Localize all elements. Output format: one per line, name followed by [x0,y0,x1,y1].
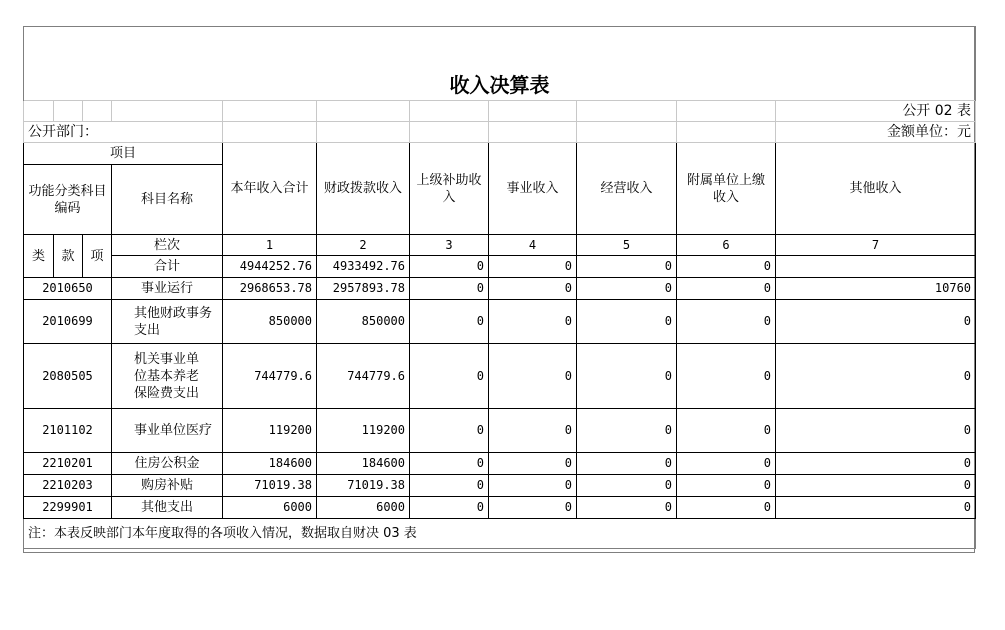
amount-cell: 0 [677,497,776,519]
amount-cell: 0 [776,475,976,497]
total-label: 合计 [112,256,223,278]
col-num: 1 [223,235,317,256]
header-business: 事业收入 [489,143,577,235]
amount-cell: 0 [776,497,976,519]
amount-cell: 0 [577,300,677,344]
header-subject-name: 科目名称 [112,165,223,235]
footnote: 注：本表反映部门本年度取得的各项收入情况，数据取自财决 03 表 [24,519,976,549]
amount-cell: 0 [489,453,577,475]
amount-cell: 6000 [317,497,410,519]
header-other: 其他收入 [776,143,976,235]
amount-cell: 0 [577,453,677,475]
amount-cell: 2968653.78 [223,278,317,300]
header-fiscal: 财政拨款收入 [317,143,410,235]
table-row [24,453,976,475]
col-num: 3 [410,235,489,256]
header-column-index: 栏次 [112,235,223,256]
amount-cell: 0 [489,300,577,344]
amount-cell: 10760 [776,278,976,300]
total-cell: 4933492.76 [317,256,410,278]
amount-cell: 744779.6 [317,344,410,409]
subject-code: 2010650 [24,278,112,300]
amount-cell: 744779.6 [223,344,317,409]
amount-cell: 0 [577,344,677,409]
subject-code: 2101102 [24,409,112,453]
subject-code: 2299901 [24,497,112,519]
amount-cell: 0 [410,453,489,475]
amount-cell: 0 [410,278,489,300]
amount-cell: 184600 [223,453,317,475]
total-cell: 0 [489,256,577,278]
report-title: 收入决算表 [24,27,976,101]
amount-cell: 0 [489,344,577,409]
table-row [24,300,976,344]
subject-name: 购房补贴 [112,475,223,497]
header-kuan: 款 [54,235,83,278]
amount-cell: 0 [489,475,577,497]
amount-cell: 0 [677,409,776,453]
amount-cell: 0 [776,344,976,409]
total-cell: 0 [410,256,489,278]
amount-cell: 0 [410,300,489,344]
table-row [24,475,976,497]
amount-cell: 6000 [223,497,317,519]
subject-name: 机关事业单位基本养老保险费支出 [112,344,223,409]
amount-cell: 2957893.78 [317,278,410,300]
total-cell [776,256,976,278]
header-lei: 类 [24,235,54,278]
amount-cell: 184600 [317,453,410,475]
amount-cell: 0 [577,409,677,453]
table-row [24,344,976,409]
amount-cell: 0 [489,409,577,453]
amount-cell: 0 [577,497,677,519]
subject-name: 事业单位医疗 [112,409,223,453]
amount-cell: 0 [410,409,489,453]
amount-cell: 0 [410,497,489,519]
amount-cell: 71019.38 [317,475,410,497]
header-project: 项目 [24,143,223,165]
subject-name: 其他支出 [112,497,223,519]
amount-cell: 0 [577,278,677,300]
amount-cell: 0 [410,475,489,497]
header-total: 本年收入合计 [223,143,317,235]
amount-cell: 0 [677,344,776,409]
subject-code: 2210201 [24,453,112,475]
amount-cell: 119200 [223,409,317,453]
amount-cell: 0 [677,475,776,497]
amount-cell: 850000 [223,300,317,344]
header-superior: 上级补助收入 [410,143,489,235]
amount-cell: 71019.38 [223,475,317,497]
form-number: 公开 02 表 [776,101,976,122]
amount-cell: 0 [776,300,976,344]
unit-label: 金额单位：元 [776,122,976,143]
table-row [24,409,976,453]
header-affiliated: 附属单位上缴收入 [677,143,776,235]
subject-name: 住房公积金 [112,453,223,475]
col-num: 6 [677,235,776,256]
department-label: 公开部门： [24,122,223,143]
subject-name: 其他财政事务支出 [112,300,223,344]
total-cell: 0 [677,256,776,278]
subject-code: 2210203 [24,475,112,497]
header-func-code: 功能分类科目编码 [24,165,112,235]
col-num: 2 [317,235,410,256]
header-operating: 经营收入 [577,143,677,235]
amount-cell: 119200 [317,409,410,453]
amount-cell: 0 [489,497,577,519]
amount-cell: 0 [776,409,976,453]
subject-name: 事业运行 [112,278,223,300]
col-num: 7 [776,235,976,256]
amount-cell: 0 [677,453,776,475]
amount-cell: 0 [776,453,976,475]
amount-cell: 850000 [317,300,410,344]
amount-cell: 0 [577,475,677,497]
col-num: 5 [577,235,677,256]
total-cell: 4944252.76 [223,256,317,278]
table-row [24,497,976,519]
table-row [24,278,976,300]
total-cell: 0 [577,256,677,278]
amount-cell: 0 [677,300,776,344]
subject-code: 2080505 [24,344,112,409]
subject-code: 2010699 [24,300,112,344]
header-xiang: 项 [83,235,112,278]
col-num: 4 [489,235,577,256]
amount-cell: 0 [489,278,577,300]
amount-cell: 0 [677,278,776,300]
amount-cell: 0 [410,344,489,409]
income-table [23,26,976,549]
total-row [24,256,976,278]
